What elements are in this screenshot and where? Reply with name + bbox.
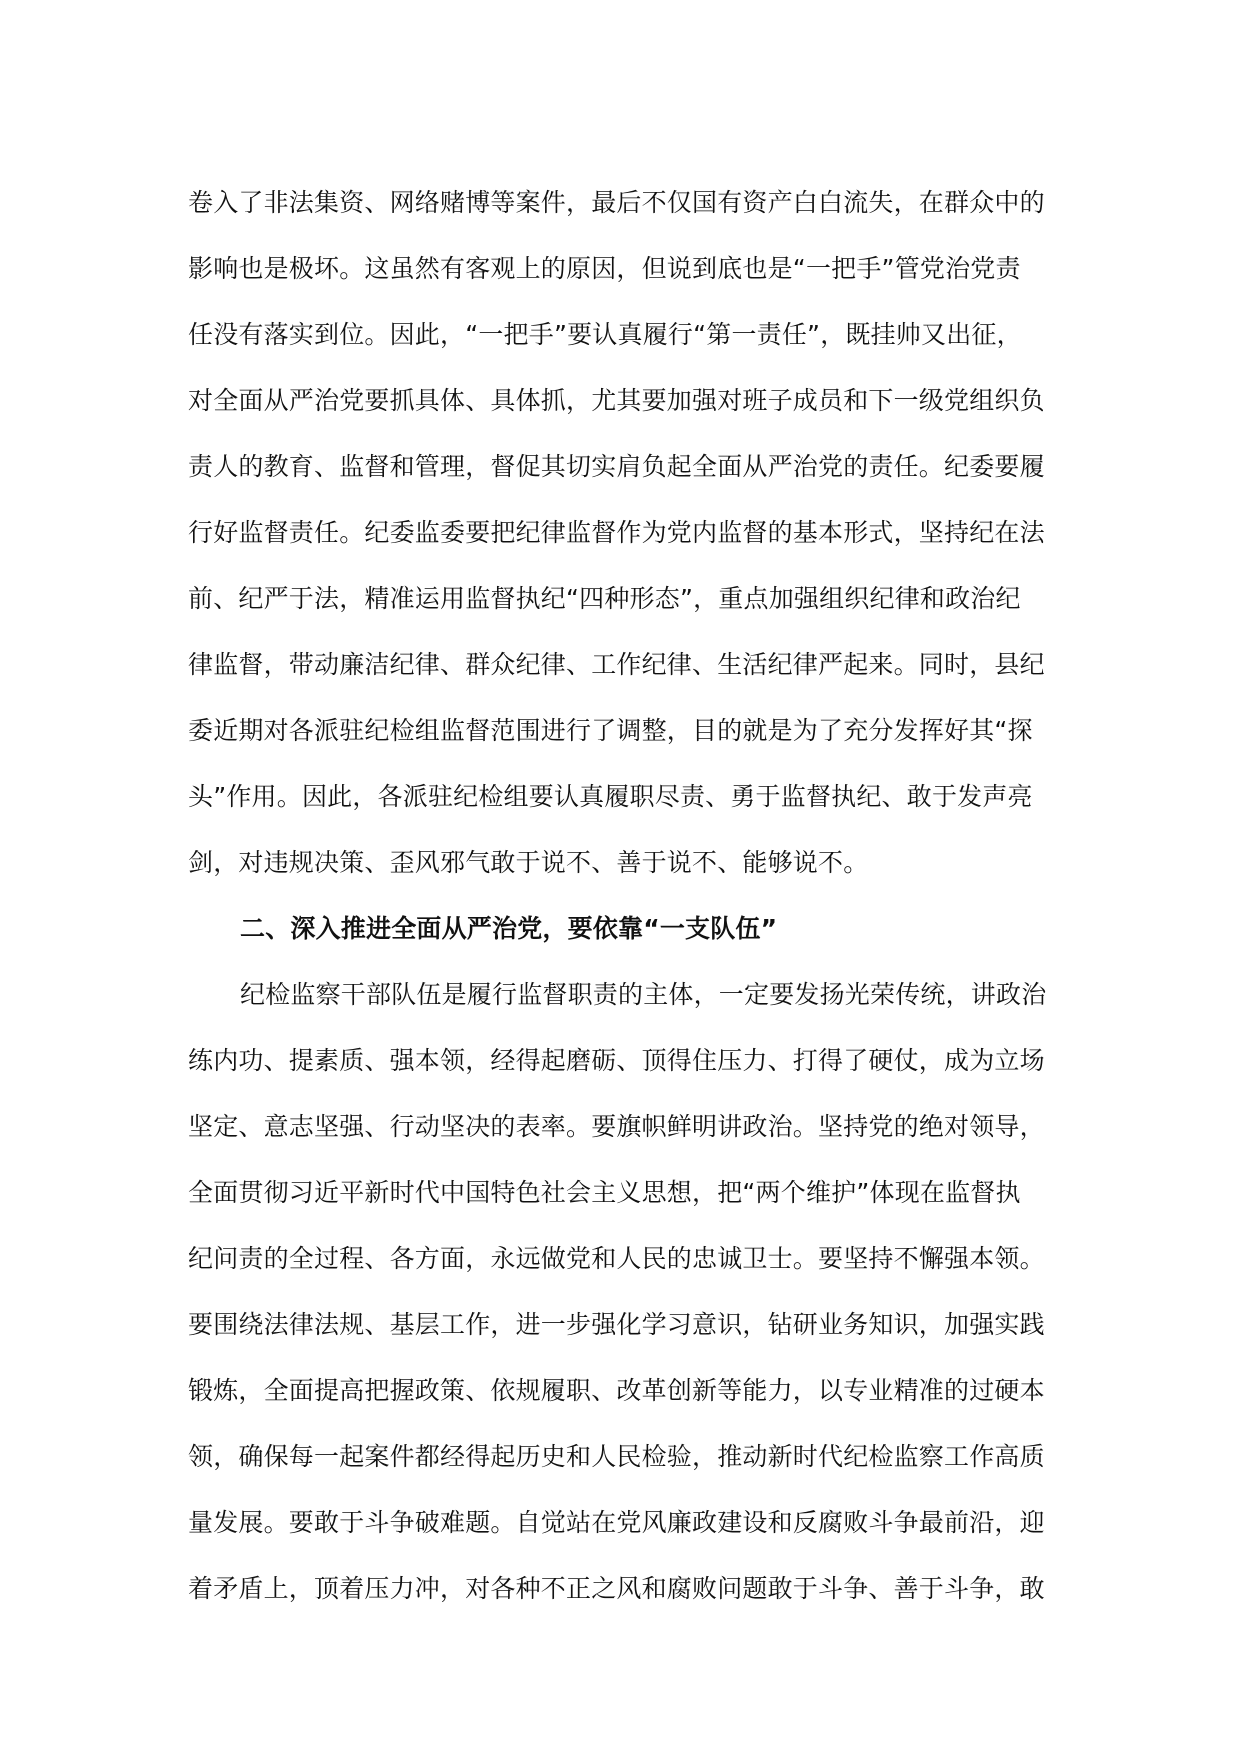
text-line: 行好监督责任。纪委监委要把纪律监督作为党内监督的基本形式，坚持纪在法 — [188, 518, 1045, 547]
text-line: 纪问责的全过程、各方面，永远做党和人民的忠诚卫士。要坚持不懈强本领。 — [188, 1244, 1045, 1273]
text-line: 坚定、意志坚强、行动坚决的表率。要旗帜鲜明讲政治。坚持党的绝对领导， — [188, 1112, 1045, 1141]
text-line: 头”作用。因此，各派驻纪检组要认真履职尽责、勇于监督执纪、敢于发声亮 — [188, 782, 1033, 811]
text-line: 全面贯彻习近平新时代中国特色社会主义思想，把“两个维护”体现在监督执 — [188, 1178, 1021, 1207]
text-line: 要围绕法律法规、基层工作，进一步强化学习意识，钻研业务知识，加强实践 — [188, 1310, 1045, 1339]
text-line: 着矛盾上，顶着压力冲，对各种不正之风和腐败问题敢于斗争、善于斗争，敢 — [188, 1574, 1045, 1603]
text-line: 锻炼，全面提高把握政策、依规履职、改革创新等能力，以专业精准的过硬本 — [188, 1376, 1045, 1405]
paragraph-first-line: 纪检监察干部队伍是履行监督职责的主体，一定要发扬光荣传统，讲政治 — [240, 980, 1047, 1009]
text-line: 练内功、提素质、强本领，经得起磨砺、顶得住压力、打得了硬仗，成为立场 — [188, 1046, 1045, 1075]
text-line: 卷入了非法集资、网络赌博等案件，最后不仅国有资产白白流失，在群众中的 — [188, 188, 1045, 217]
document-body — [188, 170, 1068, 1622]
text-line: 责人的教育、监督和管理，督促其切实肩负起全面从严治党的责任。纪委要履 — [188, 452, 1045, 481]
text-line: 律监督，带动廉洁纪律、群众纪律、工作纪律、生活纪律严起来。同时，县纪 — [188, 650, 1045, 679]
text-line: 领，确保每一起案件都经得起历史和人民检验，推动新时代纪检监察工作高质 — [188, 1442, 1045, 1471]
text-line: 任没有落实到位。因此，“一把手”要认真履行“第一责任”，既挂帅又出征， — [188, 320, 1022, 349]
text-line: 量发展。要敢于斗争破难题。自觉站在党风廉政建设和反腐败斗争最前沿，迎 — [188, 1508, 1045, 1537]
text-line: 影响也是极坏。这虽然有客观上的原因，但说到底也是“一把手”管党治党责 — [188, 254, 1021, 283]
text-line: 委近期对各派驻纪检组监督范围进行了调整，目的就是为了充分发挥好其“探 — [188, 716, 1033, 745]
text-line: 前、纪严于法，精准运用监督执纪“四种形态”，重点加强组织纪律和政治纪 — [188, 584, 1021, 613]
text-line: 对全面从严治党要抓具体、具体抓，尤其要加强对班子成员和下一级党组织负 — [188, 386, 1045, 415]
section-heading: 二、深入推进全面从严治党，要依靠“一支队伍” — [240, 914, 778, 943]
text-line: 剑，对违规决策、歪风邪气敢于说不、善于说不、能够说不。 — [188, 848, 869, 877]
